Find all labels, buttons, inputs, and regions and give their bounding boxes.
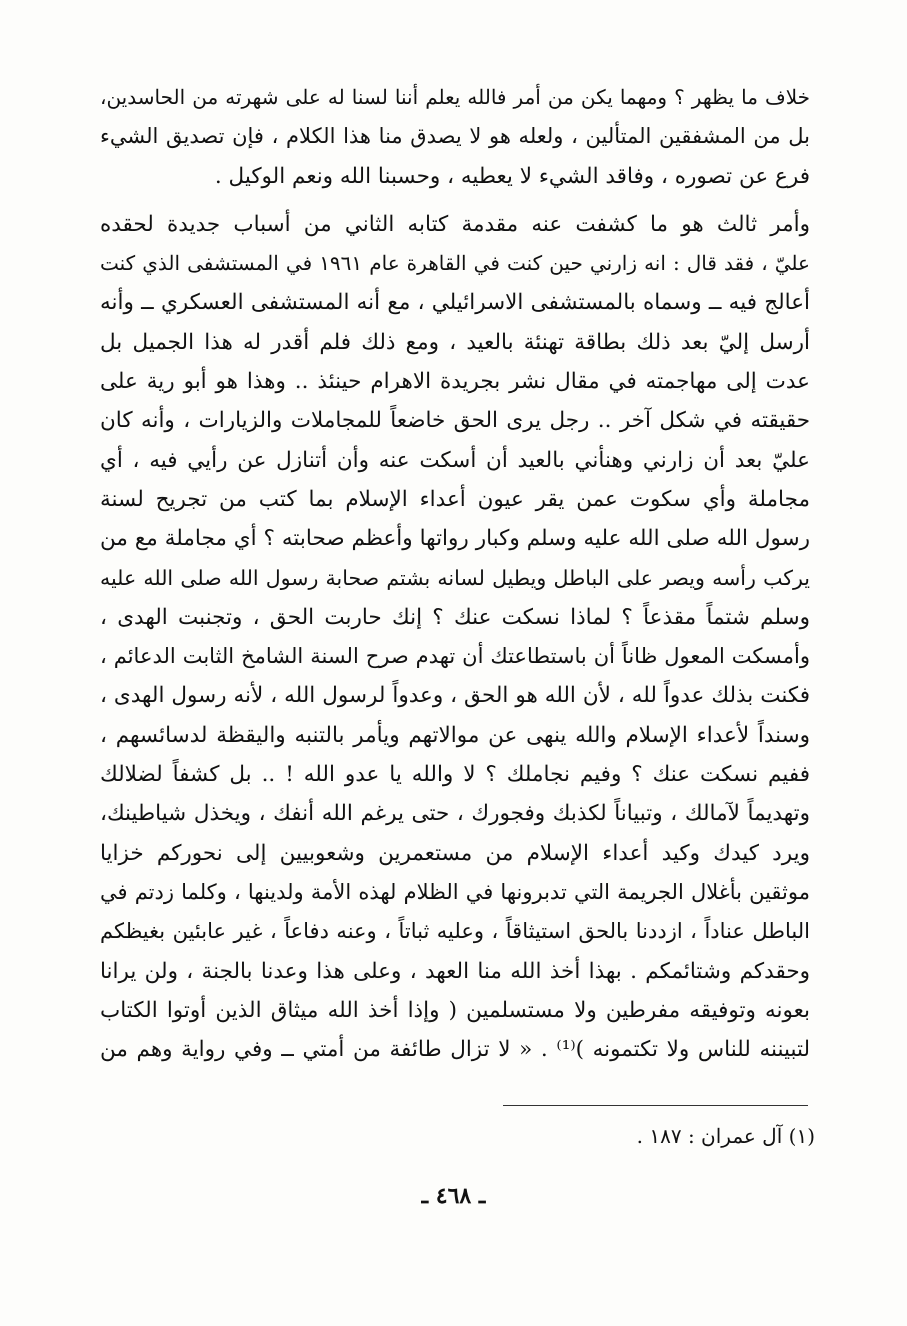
text-line: بل من المشفقين المتألين ، ولعله هو لا يصدق منا هذا الكلام ، فإن تصديق الشيء — [100, 124, 810, 149]
paragraph-2 — [100, 205, 810, 1070]
text-line: فرع عن تصوره ، وفاقد الشيء لا يعطيه ، وحسبنا الله ونعم الوكيل . — [214, 163, 810, 189]
text-line: الباطل عناداً ، ازددنا بالحق استيثاقاً ، وعليه ثباتاً ، وعنه دفاعاً ، غير عابئين بغيظكم — [100, 919, 810, 944]
body-text — [100, 78, 810, 1069]
footnote-separator — [503, 1105, 808, 1106]
text-line: عليّ بعد أن زارني وهنأني بالعيد أن أسكت عنه وأن أتنازل عن رأيي فيه ، أي — [100, 447, 810, 473]
text-line: ويرد كيدك وكيد أعداء الإسلام من مستعمرين وشعوبيين إلى نحوركم خزايا — [100, 840, 810, 866]
text-line: خلاف ما يظهر ؟ ومهما يكن من أمر فالله يعلم أننا لسنا له على شهرته من الحاسدين، — [100, 85, 810, 109]
text-line: أعالج فيه ــ وسماه بالمستشفى الاسرائيلي ، مع أنه المستشفى العسكري ــ وأنه — [100, 290, 810, 316]
text-line: وسنداً لأعداء الإسلام والله ينهى عن موالاتهم ويأمر بالتنبه واليقظة لدسائسهم ، — [100, 722, 810, 748]
page-number: ـ ٤٦٨ ـ — [421, 1183, 486, 1209]
text-line: وأمر ثالث هو ما كشفت عنه مقدمة كتابه الثاني من أسباب جديدة لحقده — [100, 211, 810, 237]
text-line: فكنت بذلك عدواً لله ، لأن الله هو الحق ، وعدواً لرسول الله ، لأنه رسول الهدى ، — [100, 683, 810, 709]
paragraph-spacer — [100, 196, 810, 205]
text-line: عليّ ، فقد قال : انه زارني حين كنت في القاهرة عام ١٩٦١ في المستشفى الذي كنت — [100, 251, 810, 276]
text-line: عدت إلى مهاجمته في مقال نشر بجريدة الاهرام حينئذ .. وهذا هو أبو رية على — [100, 369, 810, 395]
text-line: بعونه وتوفيقه مفرطين ولا مستسلمين ( وإذا أخذ الله ميثاق الذين أوتوا الكتاب — [100, 997, 810, 1023]
text-line: يركب رأسه ويصر على الباطل ويطيل لسانه بشتم صحابة رسول الله صلى الله عليه — [100, 565, 810, 590]
text-line: وأمسكت المعول ظاناً أن باستطاعتك أن تهدم صرح السنة الشامخ الثابت الدعائم ، — [100, 644, 810, 669]
text-line: أرسل إليّ بعد ذلك بطاقة تهنئة بالعيد ، ومع ذلك فلم أقدر له هذا الجميل بل — [100, 329, 810, 355]
text-line: وحقدكم وشتائمكم . بهذا أخذ الله منا العهد ، وعلى هذا وعدنا بالجنة ، ولن يرانا — [100, 958, 810, 984]
text-line: مجاملة وأي سكوت عمن يقر عيون أعداء الإسلام بما كتب من تجريح لسنة — [100, 486, 810, 512]
text-line: موثقين بأغلال الجريمة التي تدبرونها في الظلام لهذه الأمة ولدينها ، وكلما زدتم في — [100, 879, 810, 904]
text-line: وتهديماً لآمالك ، وتبياناً لكذبك وفجورك ، حتى يرغم الله أنفك ، ويخذل شياطينك، — [100, 801, 810, 827]
text-line: حقيقته في شكل آخر .. رجل يرى الحق خاضعاً للمجاملات والزيارات ، وأنه كان — [100, 408, 810, 434]
footnote: (١) آل عمران : ١٨٧ . — [636, 1124, 815, 1148]
text-line: لتبيننه للناس ولا تكتمونه )⁽¹⁾ . « لا تزال طائفة من أمتي ــ وفي رواية وهم من — [100, 1037, 810, 1063]
text-line: رسول الله صلى الله عليه وسلم وكبار رواتها وأعظم صحابته ؟ أي مجاملة مع من — [100, 526, 810, 552]
paragraph-1 — [100, 78, 810, 196]
text-line: وسلم شتماً مقذعاً ؟ لماذا نسكت عنك ؟ إنك حاربت الحق ، وتجنبت الهدى ، — [100, 604, 810, 630]
text-line: ففيم نسكت عنك ؟ وفيم نجاملك ؟ لا والله يا عدو الله ! .. بل كشفاً لضلالك — [100, 762, 810, 788]
